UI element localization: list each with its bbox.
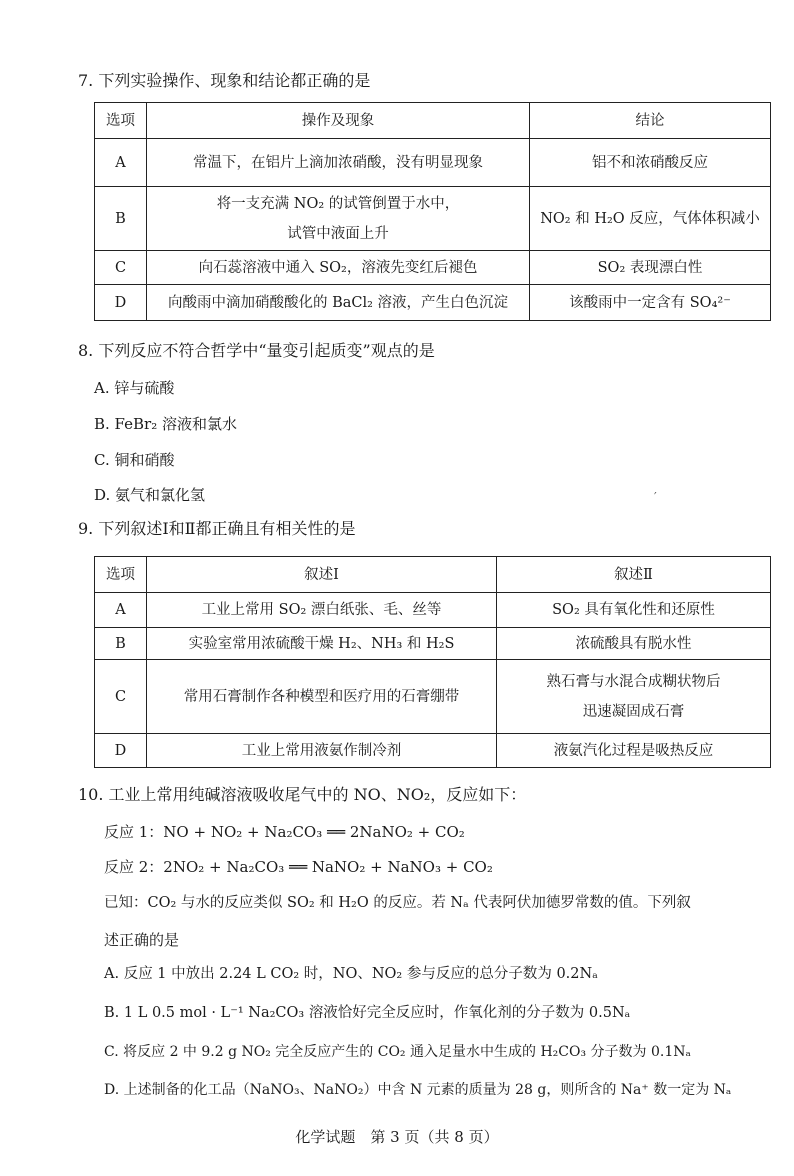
row-conclusion: 该酸雨中一定含有 SO₄²⁻: [530, 285, 771, 321]
q9-table: [94, 556, 771, 768]
stray-mark: ′: [654, 490, 657, 504]
row-conclusion: NO₂ 和 H₂O 反应，气体体积减小: [530, 187, 771, 251]
q10-reaction-1: 反应 1：NO + NO₂ + Na₂CO₃ ══ 2NaNO₂ + CO₂: [104, 823, 465, 841]
table-row: [95, 285, 771, 321]
q10-option-c: C. 将反应 2 中 9.2 g NO₂ 完全反应产生的 CO₂ 通入足量水中生成的 H₂CO₃ 分子数为 0.1Nₐ: [104, 1044, 691, 1060]
header-operation: 操作及现象: [147, 103, 530, 139]
page-footer: 化学试题 第 3 页（共 8 页）: [295, 1128, 499, 1146]
row-statement-2: [497, 660, 771, 734]
q10-stem: 10. 工业上常用纯碱溶液吸收尾气中的 NO、NO₂，反应如下：: [78, 785, 527, 804]
row-statement-2: SO₂ 具有氧化性和还原性: [497, 593, 771, 628]
table-row: [95, 660, 771, 734]
row-option: A: [95, 593, 147, 628]
row-option: B: [95, 628, 147, 660]
row-operation-line: 试管中液面上升: [287, 225, 389, 242]
table-header-row: [95, 557, 771, 593]
row-statement-2: 浓硫酸具有脱水性: [497, 628, 771, 660]
header-conclusion: 结论: [530, 103, 771, 139]
row-option: D: [95, 285, 147, 321]
row-operation: 常温下，在铝片上滴加浓硝酸，没有明显现象: [147, 139, 530, 187]
q10-known-line-1: 已知：CO₂ 与水的反应类似 SO₂ 和 H₂O 的反应。若 Nₐ 代表阿伏加德罗常数的值。下列叙: [104, 895, 691, 911]
row-statement-2: 液氨汽化过程是吸热反应: [497, 734, 771, 768]
table-header-row: [95, 103, 771, 139]
q9-stem: 9. 下列叙述Ⅰ和Ⅱ都正确且有相关性的是: [78, 519, 356, 538]
table-row: [95, 628, 771, 660]
header-statement-2: 叙述Ⅱ: [497, 557, 771, 593]
q8-option-d: D. 氨气和氯化氢: [94, 486, 206, 504]
row-conclusion: 铝不和浓硝酸反应: [530, 139, 771, 187]
row-operation: 向石蕊溶液中通入 SO₂，溶液先变红后褪色: [147, 251, 530, 285]
q10-option-a: A. 反应 1 中放出 2.24 L CO₂ 时，NO、NO₂ 参与反应的总分子数为 0.2Nₐ: [104, 966, 598, 982]
row-statement-1: 工业上常用 SO₂ 漂白纸张、毛、丝等: [147, 593, 497, 628]
row-option: C: [95, 660, 147, 734]
header-statement-1: 叙述Ⅰ: [147, 557, 497, 593]
row-option: A: [95, 139, 147, 187]
table-row: [95, 593, 771, 628]
row-option: C: [95, 251, 147, 285]
row-statement-1: 常用石膏制作各种模型和医疗用的石膏绷带: [147, 660, 497, 734]
row-option: D: [95, 734, 147, 768]
q8-option-b: B. FeBr₂ 溶液和氯水: [94, 415, 237, 433]
q10-reaction-2: 反应 2：2NO₂ + Na₂CO₃ ══ NaNO₂ + NaNO₃ + CO₂: [104, 858, 493, 876]
row-statement-2-line: 熟石膏与水混合成糊状物后: [546, 673, 721, 690]
table-row: [95, 251, 771, 285]
header-option: 选项: [95, 103, 147, 139]
table-row: [95, 734, 771, 768]
row-statement-2-line: 迅速凝固成石膏: [582, 703, 685, 720]
q10-known-line-2: 述正确的是: [104, 931, 180, 949]
header-option: 选项: [95, 557, 147, 593]
q8-option-a: A. 锌与硫酸: [94, 379, 175, 397]
q10-option-b: B. 1 L 0.5 mol · L⁻¹ Na₂CO₃ 溶液恰好完全反应时，作氧化剂的分子数为 0.5Nₐ: [104, 1005, 631, 1021]
q8-option-c: C. 铜和硝酸: [94, 451, 175, 469]
row-conclusion: SO₂ 表现漂白性: [530, 251, 771, 285]
table-row: [95, 187, 771, 251]
q8-stem: 8. 下列反应不符合哲学中“量变引起质变”观点的是: [78, 341, 435, 360]
row-statement-1: 工业上常用液氨作制冷剂: [147, 734, 497, 768]
row-operation-line: 将一支充满 NO₂ 的试管倒置于水中，: [216, 195, 460, 212]
row-statement-1: 实验室常用浓硫酸干燥 H₂、NH₃ 和 H₂S: [147, 628, 497, 660]
row-option: B: [95, 187, 147, 251]
row-operation: [147, 187, 530, 251]
q7-stem: 7. 下列实验操作、现象和结论都正确的是: [78, 71, 371, 90]
q10-option-d: D. 上述制备的化工品（NaNO₃、NaNO₂）中含 N 元素的质量为 28 g，则所含的 Na⁺ 数一定为 Nₐ: [104, 1082, 732, 1098]
table-row: [95, 139, 771, 187]
q7-table: [94, 102, 771, 321]
row-operation: 向酸雨中滴加硝酸酸化的 BaCl₂ 溶液，产生白色沉淀: [147, 285, 530, 321]
